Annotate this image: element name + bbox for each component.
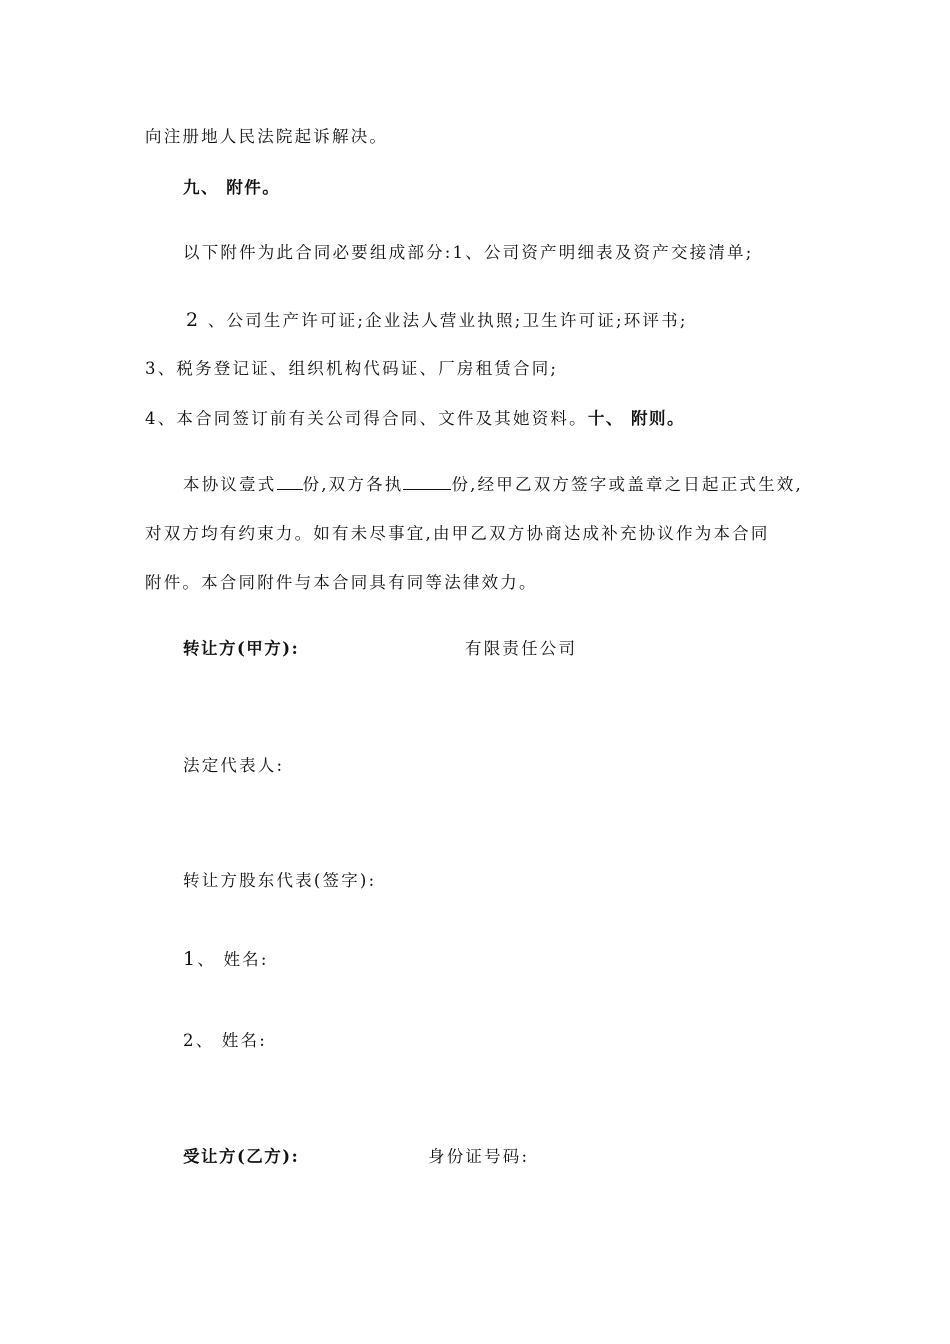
attachment-intro: 以下附件为此合同必要组成部分:1、公司资产明细表及资产交接清单; — [183, 243, 754, 262]
agreement-text-b: 份,双方各执 — [302, 475, 404, 494]
id-number-label: 身份证号码: — [428, 1147, 530, 1166]
transferee-label: 受让方(乙方): — [183, 1147, 300, 1166]
shareholder-representative-label: 转让方股东代表(签字): — [183, 871, 377, 890]
agreement-text-c: 份,经甲乙双方签字或盖章之日起正式生效, — [451, 475, 803, 494]
attachment-item-2-text: 、公司生产许可证;企业法人营业执照;卫生许可证;环评书; — [207, 311, 688, 330]
transferor-company: 有限责任公司 — [465, 639, 578, 658]
attachment-item-2-number: 2 — [186, 309, 201, 331]
section-9-heading: 九、 附件。 — [183, 178, 281, 197]
signer-2-label: 2、 姓名: — [183, 1031, 268, 1050]
agreement-line-1 — [183, 473, 803, 496]
section-10-heading: 十、 附则。 — [587, 409, 686, 428]
agreement-text-a: 本协议壹式 — [183, 475, 277, 494]
copies-total-blank — [277, 473, 303, 490]
paragraph-continuation: 向注册地人民法院起诉解决。 — [145, 127, 389, 146]
transferor-label: 转让方(甲方): — [183, 639, 300, 658]
copies-each-blank — [403, 473, 451, 490]
signer-1 — [183, 948, 269, 971]
attachment-item-2 — [186, 309, 688, 332]
attachment-item-3: 3、税务登记证、组织机构代码证、厂房租赁合同; — [145, 359, 559, 378]
signer-1-label: 、 姓名: — [197, 950, 269, 969]
attachment-item-4-line — [145, 408, 685, 430]
attachment-item-4: 4、本合同签订前有关公司得合同、文件及其她资料。 — [145, 409, 588, 428]
agreement-line-3: 附件。本合同附件与本合同具有同等法律效力。 — [145, 573, 538, 592]
legal-representative-label: 法定代表人: — [183, 756, 285, 775]
signer-1-number: 1 — [183, 948, 198, 970]
agreement-line-2: 对双方均有约束力。如有未尽事宜,由甲乙双方协商达成补充协议作为本合同 — [145, 524, 770, 543]
